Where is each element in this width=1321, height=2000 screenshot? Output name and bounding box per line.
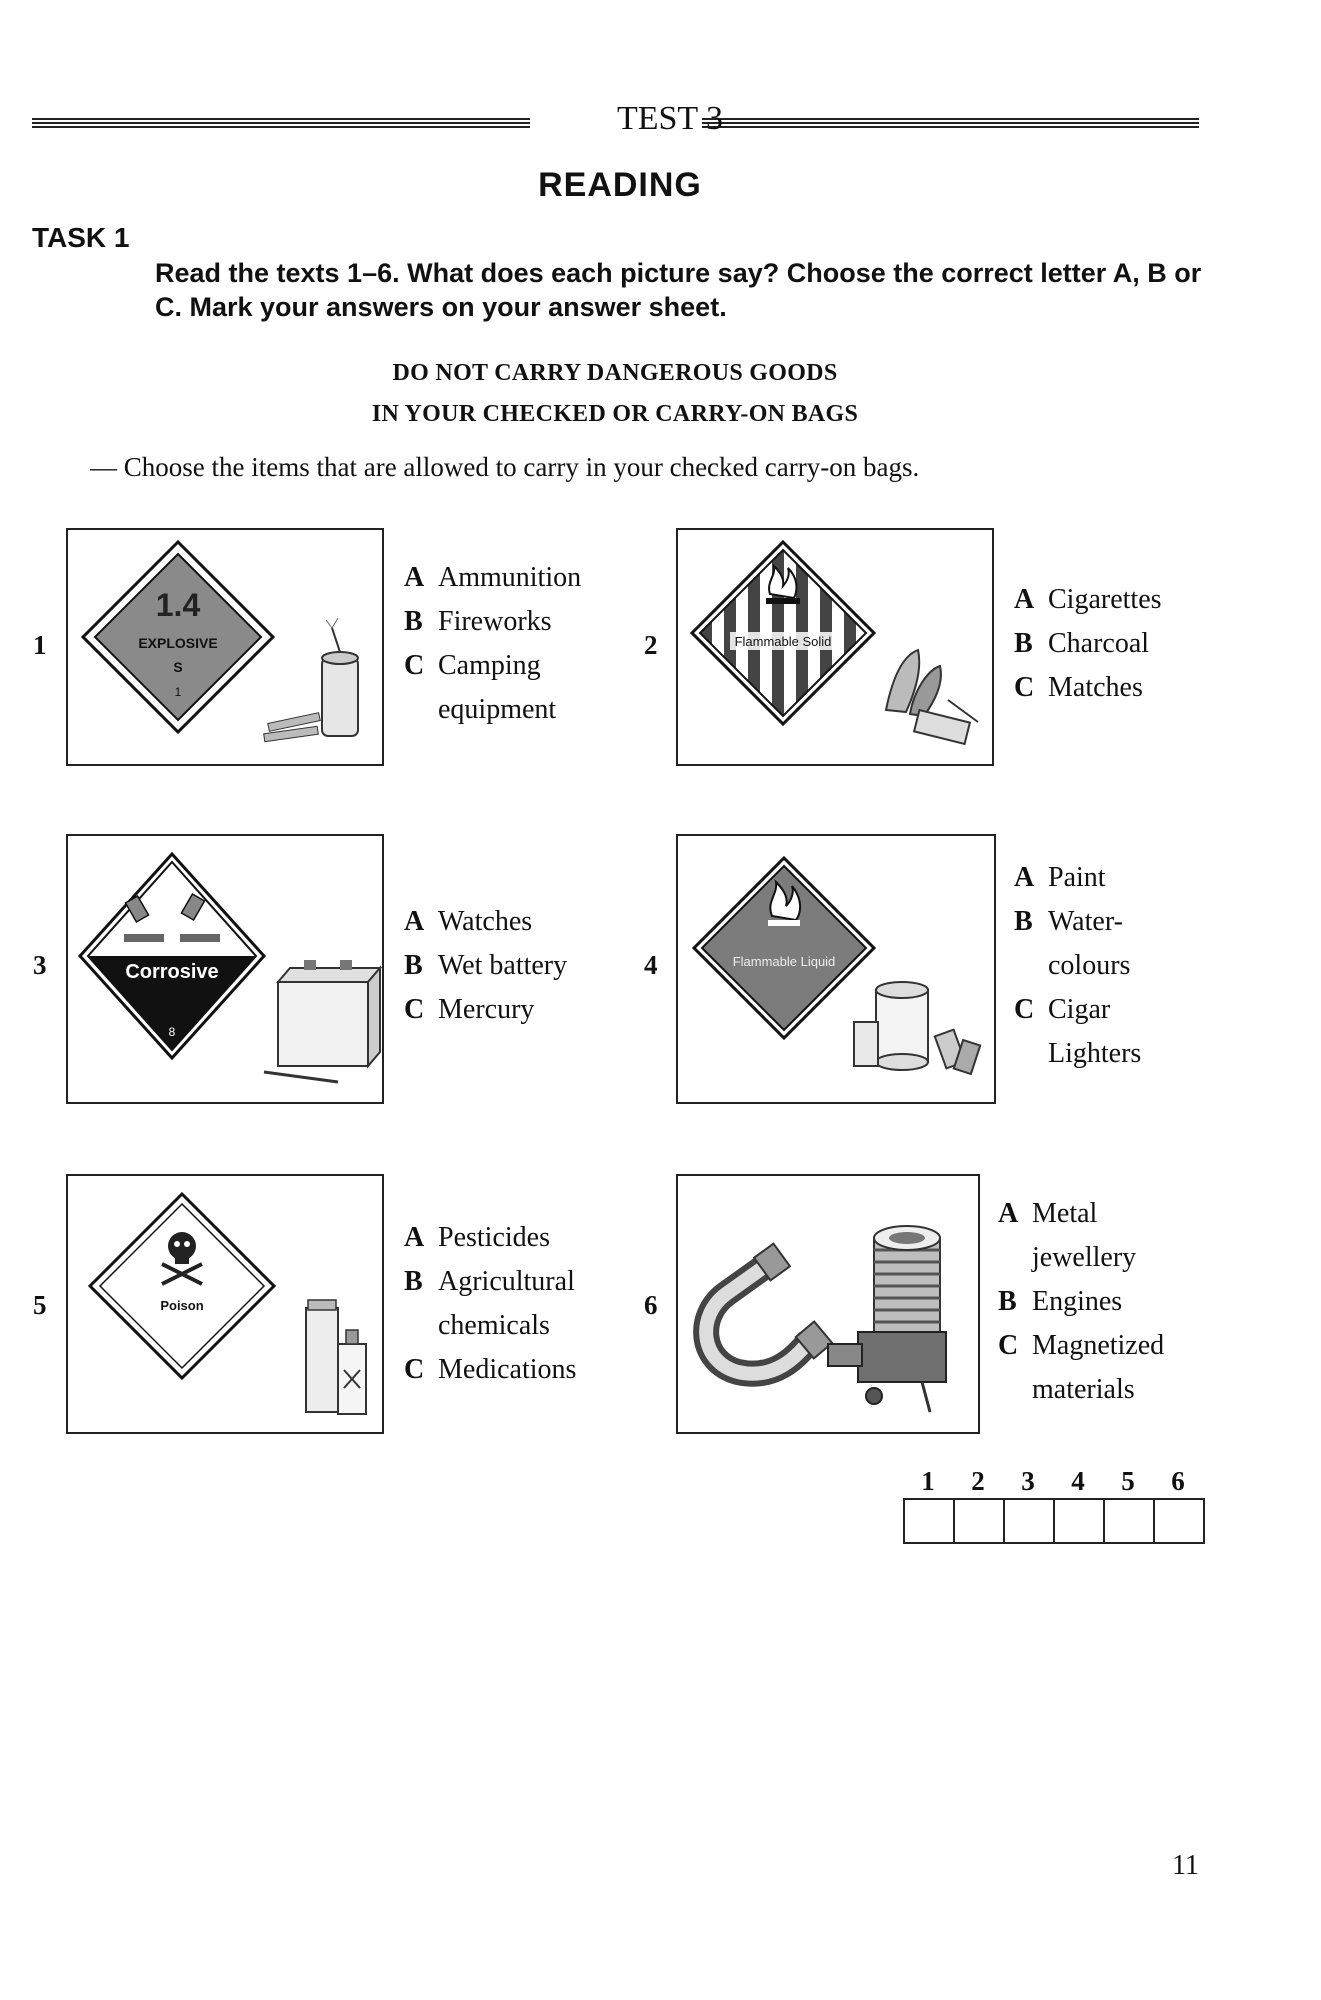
sign-text-1-4: 1.4 <box>155 587 201 623</box>
option-q4-b[interactable]: B Water- colours <box>1014 906 1131 981</box>
options-q6 <box>998 1192 1164 1412</box>
sign-text-corrosive: Corrosive <box>125 961 219 983</box>
flammable-solid-picture <box>676 528 994 766</box>
notice-line-1: DO NOT CARRY DANGEROUS GOODS <box>392 360 838 386</box>
flammable-liquid-picture <box>676 834 996 1104</box>
question-number-6: 6 <box>644 1290 658 1320</box>
choose-instruction: — Choose the items that are allowed to carry in your checked carry-on bags. <box>90 452 920 482</box>
sign-text-poison: Poison <box>160 1298 204 1313</box>
sign-text-flammable-solid: Flammable Solid <box>734 634 832 649</box>
option-q5-a[interactable]: A Pesticides <box>404 1222 550 1253</box>
answer-cell-6[interactable] <box>1154 1499 1204 1543</box>
option-q2-a[interactable]: A Cigarettes <box>1014 584 1162 615</box>
sign-text-s: S <box>173 659 183 675</box>
answer-grid-number-4: 4 <box>1071 1466 1085 1496</box>
answer-grid-numbers <box>903 1466 1203 1498</box>
option-q3-b[interactable]: B Wet battery <box>404 950 568 981</box>
options-q1 <box>404 556 581 732</box>
section-title: READING <box>538 166 702 204</box>
answer-cell-5[interactable] <box>1104 1499 1154 1543</box>
option-q1-a[interactable]: A Ammunition <box>404 562 582 593</box>
option-q5-b[interactable]: B Agricultural chemicals <box>404 1266 575 1341</box>
options-q2 <box>1014 578 1162 710</box>
option-q3-c[interactable]: C Mercury <box>404 994 535 1025</box>
option-q2-b[interactable]: B Charcoal <box>1014 628 1150 659</box>
answer-cell-1[interactable] <box>904 1499 954 1543</box>
answer-cell-4[interactable] <box>1054 1499 1104 1543</box>
header-rule-left <box>32 118 530 130</box>
test-title: TEST 3 <box>616 100 724 137</box>
magnet-engine-picture <box>676 1174 980 1434</box>
explosive-picture <box>66 528 384 766</box>
question-number-1: 1 <box>33 630 47 660</box>
answer-grid-number-3: 3 <box>1021 1466 1035 1496</box>
option-q6-c[interactable]: C Magnetized materials <box>998 1330 1165 1405</box>
question-number-5: 5 <box>33 1290 47 1320</box>
option-q3-a[interactable]: A Watches <box>404 906 533 937</box>
option-q6-b[interactable]: B Engines <box>998 1286 1123 1317</box>
answer-grid <box>903 1498 1205 1544</box>
task-instruction: Read the texts 1–6. What does each picture say? Choose the correct letter A, B or C. Mark your answers on your answer sheet. <box>155 258 1202 322</box>
sign-text-flammable-liquid: Flammable Liquid <box>732 954 836 969</box>
option-q1-c[interactable]: C Camping equipment <box>404 650 557 725</box>
options-q4 <box>1014 856 1141 1076</box>
poison-picture <box>66 1174 384 1434</box>
option-q4-c[interactable]: C Cigar Lighters <box>1014 994 1142 1069</box>
question-number-3: 3 <box>33 950 47 980</box>
question-number-4: 4 <box>644 950 658 980</box>
corrosive-picture <box>66 834 384 1104</box>
option-q1-b[interactable]: B Fireworks <box>404 606 552 637</box>
sign-text-class: 1 <box>174 685 182 699</box>
option-q2-c[interactable]: C Matches <box>1014 672 1143 703</box>
answer-grid-number-2: 2 <box>971 1466 985 1496</box>
answer-grid-number-5: 5 <box>1121 1466 1135 1496</box>
page-number: 11 <box>1172 1850 1199 1881</box>
answer-grid-number-1: 1 <box>921 1466 935 1496</box>
option-q5-c[interactable]: C Medications <box>404 1354 577 1385</box>
options-q5 <box>404 1216 576 1392</box>
options-q3 <box>404 900 567 1032</box>
answer-cell-2[interactable] <box>954 1499 1004 1543</box>
answer-cell-3[interactable] <box>1004 1499 1054 1543</box>
option-q6-a[interactable]: A Metal jewellery <box>998 1198 1137 1273</box>
notice-line-2: IN YOUR CHECKED OR CARRY-ON BAGS <box>371 401 859 427</box>
sign-text-class-8: 8 <box>168 1025 176 1039</box>
answer-grid-number-6: 6 <box>1171 1466 1185 1496</box>
task-label: TASK 1 <box>32 222 130 253</box>
option-q4-a[interactable]: A Paint <box>1014 862 1106 893</box>
sign-text-explosive: EXPLOSIVE <box>138 635 218 651</box>
question-number-2: 2 <box>644 630 658 660</box>
